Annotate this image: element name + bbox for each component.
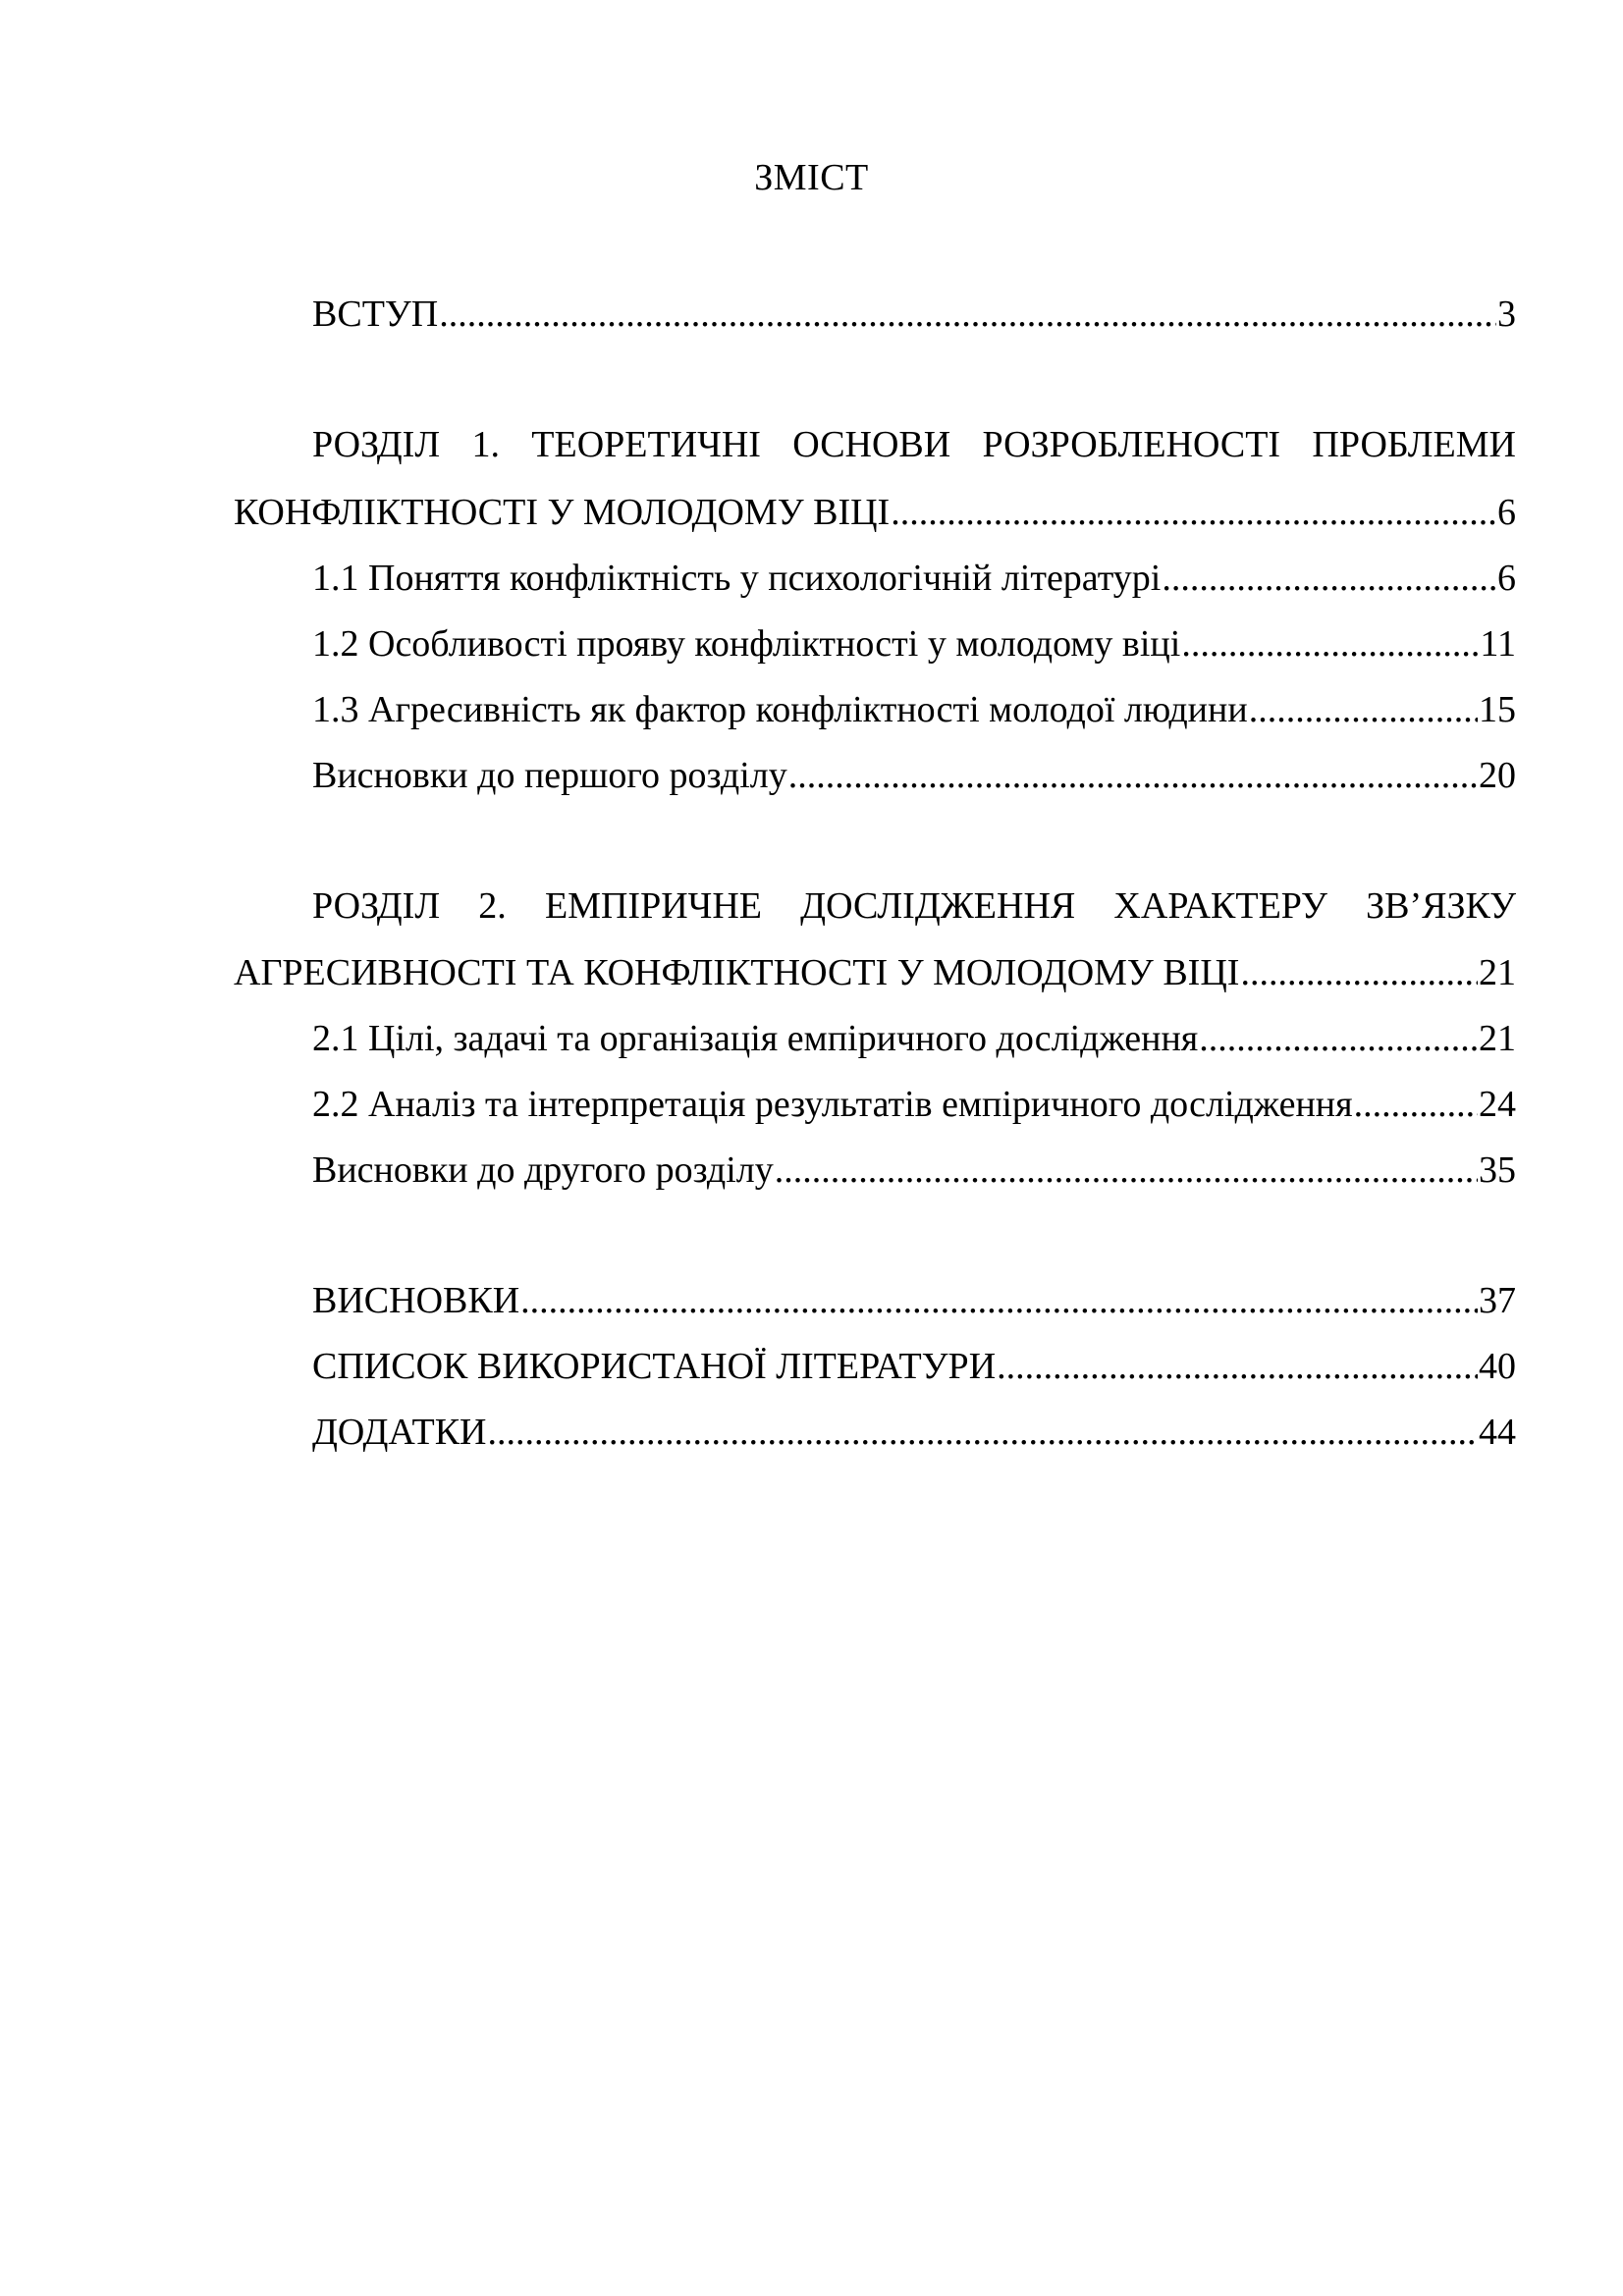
toc-page-number: 6 <box>1497 492 1516 533</box>
toc-page-number: 15 <box>1479 689 1516 730</box>
toc-leader-dots <box>1181 619 1479 668</box>
toc-page-number: 6 <box>1497 558 1516 599</box>
toc-entry-section2[interactable] <box>234 948 1516 997</box>
toc-entry-label: 1.2 Особливості прояву конфліктності у молодому віці <box>312 623 1181 665</box>
toc-leader-dots <box>1249 685 1478 734</box>
toc-page-number: 40 <box>1479 1346 1516 1387</box>
toc-page-number: 44 <box>1479 1412 1516 1453</box>
toc-entry-label: Висновки до першого розділу <box>312 755 787 796</box>
toc-entry-2-2[interactable] <box>312 1080 1516 1129</box>
toc-entry-1-2[interactable] <box>312 619 1516 668</box>
toc-entry-2-1[interactable] <box>312 1014 1516 1063</box>
toc-entry-label: АГРЕСИВНОСТІ ТА КОНФЛІКТНОСТІ У МОЛОДОМУ ВІЦІ <box>234 952 1240 993</box>
toc-page-number: 37 <box>1479 1280 1516 1321</box>
toc-entry-section1[interactable] <box>234 488 1516 537</box>
toc-page-number: 3 <box>1497 294 1516 335</box>
toc-leader-dots <box>1199 1014 1478 1063</box>
toc-entry-label: ВСТУП <box>312 294 439 335</box>
toc-leader-dots <box>775 1146 1478 1195</box>
toc-section1-line1[interactable]: РОЗДІЛ 1. ТЕОРЕТИЧНІ ОСНОВИ РОЗРОБЛЕНОСТІ ПРОБЛЕМИ <box>312 424 1516 465</box>
toc-entry-intro[interactable] <box>312 290 1516 339</box>
toc-entry-conclusions[interactable] <box>312 1276 1516 1325</box>
toc-title: ЗМІСТ <box>754 157 869 198</box>
toc-entry-label: 1.1 Поняття конфліктність у психологічній літературі <box>312 558 1162 599</box>
toc-entry-label: ДОДАТКИ <box>312 1412 487 1453</box>
toc-leader-dots <box>1354 1080 1478 1129</box>
toc-entry-section1-conclusions[interactable] <box>312 751 1516 800</box>
toc-page-number: 11 <box>1480 623 1516 665</box>
toc-leader-dots <box>439 290 1496 339</box>
toc-page-number: 21 <box>1479 952 1516 993</box>
toc-page-number: 21 <box>1479 1018 1516 1059</box>
toc-entry-1-3[interactable] <box>312 685 1516 734</box>
toc-entry-label: 1.3 Агресивність як фактор конфліктності молодої людини <box>312 689 1248 730</box>
toc-leader-dots <box>1162 554 1496 603</box>
toc-entry-label: ВИСНОВКИ <box>312 1280 520 1321</box>
toc-entry-appendices[interactable] <box>312 1408 1516 1457</box>
toc-leader-dots <box>891 488 1496 537</box>
toc-leader-dots <box>520 1276 1478 1325</box>
toc-entry-1-1[interactable] <box>312 554 1516 603</box>
toc-entry-label: СПИСОК ВИКОРИСТАНОЇ ЛІТЕРАТУРИ <box>312 1346 997 1387</box>
toc-page-number: 24 <box>1479 1084 1516 1125</box>
toc-leader-dots <box>1240 948 1478 997</box>
toc-leader-dots <box>788 751 1478 800</box>
toc-entry-label: 2.2 Аналіз та інтерпретація результатів емпіричного дослідження <box>312 1084 1353 1125</box>
toc-entry-references[interactable] <box>312 1342 1516 1391</box>
toc-entry-section2-conclusions[interactable] <box>312 1146 1516 1195</box>
toc-leader-dots <box>997 1342 1478 1391</box>
toc-entry-label: Висновки до другого розділу <box>312 1149 774 1191</box>
toc-section2-line1[interactable]: РОЗДІЛ 2. ЕМПІРИЧНЕ ДОСЛІДЖЕННЯ ХАРАКТЕРУ ЗВ’ЯЗКУ <box>312 885 1516 927</box>
toc-page-number: 35 <box>1479 1149 1516 1191</box>
toc-entry-label: 2.1 Цілі, задачі та організація емпіричного дослідження <box>312 1018 1199 1059</box>
toc-leader-dots <box>488 1408 1479 1457</box>
toc-entry-label: КОНФЛІКТНОСТІ У МОЛОДОМУ ВІЦІ <box>234 492 891 533</box>
toc-page-number: 20 <box>1479 755 1516 796</box>
